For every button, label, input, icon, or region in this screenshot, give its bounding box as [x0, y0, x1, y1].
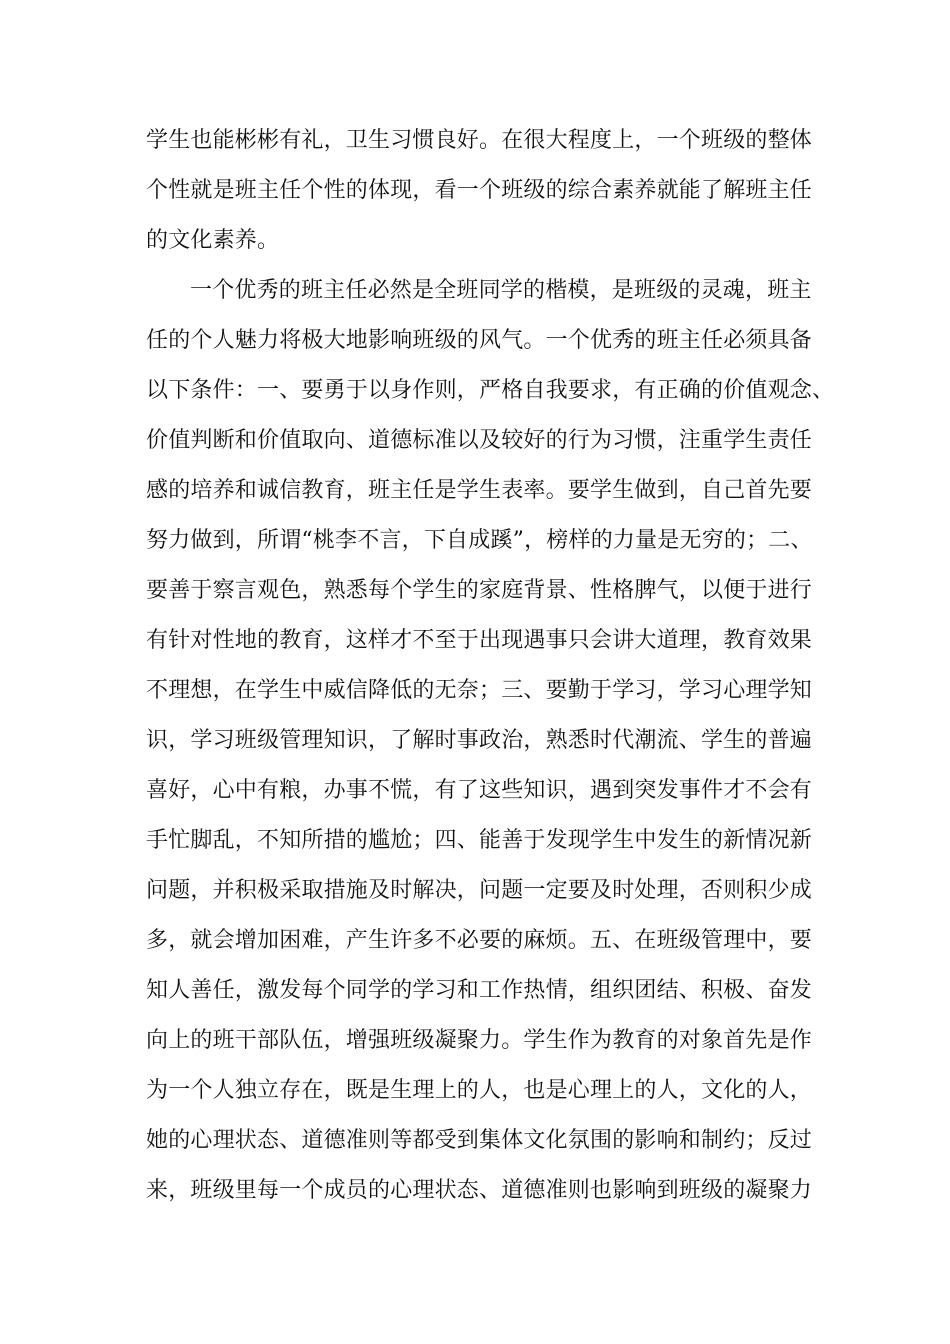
- paragraph-line: 一个优秀的班主任必然是全班同学的楷模，是班级的灵魂，班主: [190, 278, 812, 303]
- paragraph-line: 感的培养和诚信教育，班主任是学生表率。要学生做到，自己首先要: [146, 478, 813, 503]
- paragraph-line: 手忙脚乱，不知所措的尴尬；四、能善于发现学生中发生的新情况新: [146, 828, 813, 853]
- paragraph-line: 多，就会增加困难，产生许多不必要的麻烦。五、在班级管理中，要: [146, 928, 813, 953]
- paragraph-line: 要善于察言观色，熟悉每个学生的家庭背景、性格脾气，以便于进行: [146, 578, 813, 603]
- paragraph-line: 识，学习班级管理知识，了解时事政治，熟悉时代潮流、学生的普遍: [146, 728, 813, 753]
- paragraph-line: 喜好，心中有粮，办事不慌，有了这些知识，遇到突发事件才不会有: [146, 778, 813, 803]
- paragraph-line: 问题，并积极采取措施及时解决，问题一定要及时处理，否则积少成: [146, 878, 813, 903]
- paragraph-line: 向上的班干部队伍，增强班级凝聚力。学生作为教育的对象首先是作: [146, 1028, 813, 1053]
- paragraph-1: [146, 116, 811, 266]
- paragraph-line: 努力做到，所谓“桃李不言，下自成蹊”，榜样的力量是无穷的；二、: [146, 528, 813, 553]
- paragraph-line: 她的心理状态、道德准则等都受到集体文化氛围的影响和制约；反过: [146, 1128, 813, 1153]
- paragraph-line: 学生也能彬彬有礼，卫生习惯良好。在很大程度上，一个班级的整体: [146, 128, 813, 153]
- paragraph-line: 知人善任，激发每个同学的学习和工作热情，组织团结、积极、奋发: [146, 978, 813, 1003]
- paragraph-line: 为一个人独立存在，既是生理上的人，也是心理上的人，文化的人，: [146, 1078, 813, 1103]
- paragraph-line: 来，班级里每一个成员的心理状态、道德准则也影响到班级的凝聚力: [146, 1178, 813, 1203]
- paragraph-line: 个性就是班主任个性的体现，看一个班级的综合素养就能了解班主任: [146, 178, 813, 203]
- paragraph-line: 以下条件：一、要勇于以身作则，严格自我要求，有正确的价值观念、: [146, 378, 835, 403]
- paragraph-line: 有针对性地的教育，这样才不至于出现遇事只会讲大道理，教育效果: [146, 628, 813, 653]
- paragraph-line: 价值判断和价值取向、道德标准以及较好的行为习惯，注重学生责任: [146, 428, 813, 453]
- paragraph-2: [146, 266, 835, 1216]
- paragraph-line: 任的个人魅力将极大地影响班级的风气。一个优秀的班主任必须具备: [146, 328, 813, 353]
- paragraph-line: 不理想，在学生中威信降低的无奈；三、要勤于学习，学习心理学知: [146, 678, 813, 703]
- paragraph-line: 的文化素养。: [146, 228, 280, 253]
